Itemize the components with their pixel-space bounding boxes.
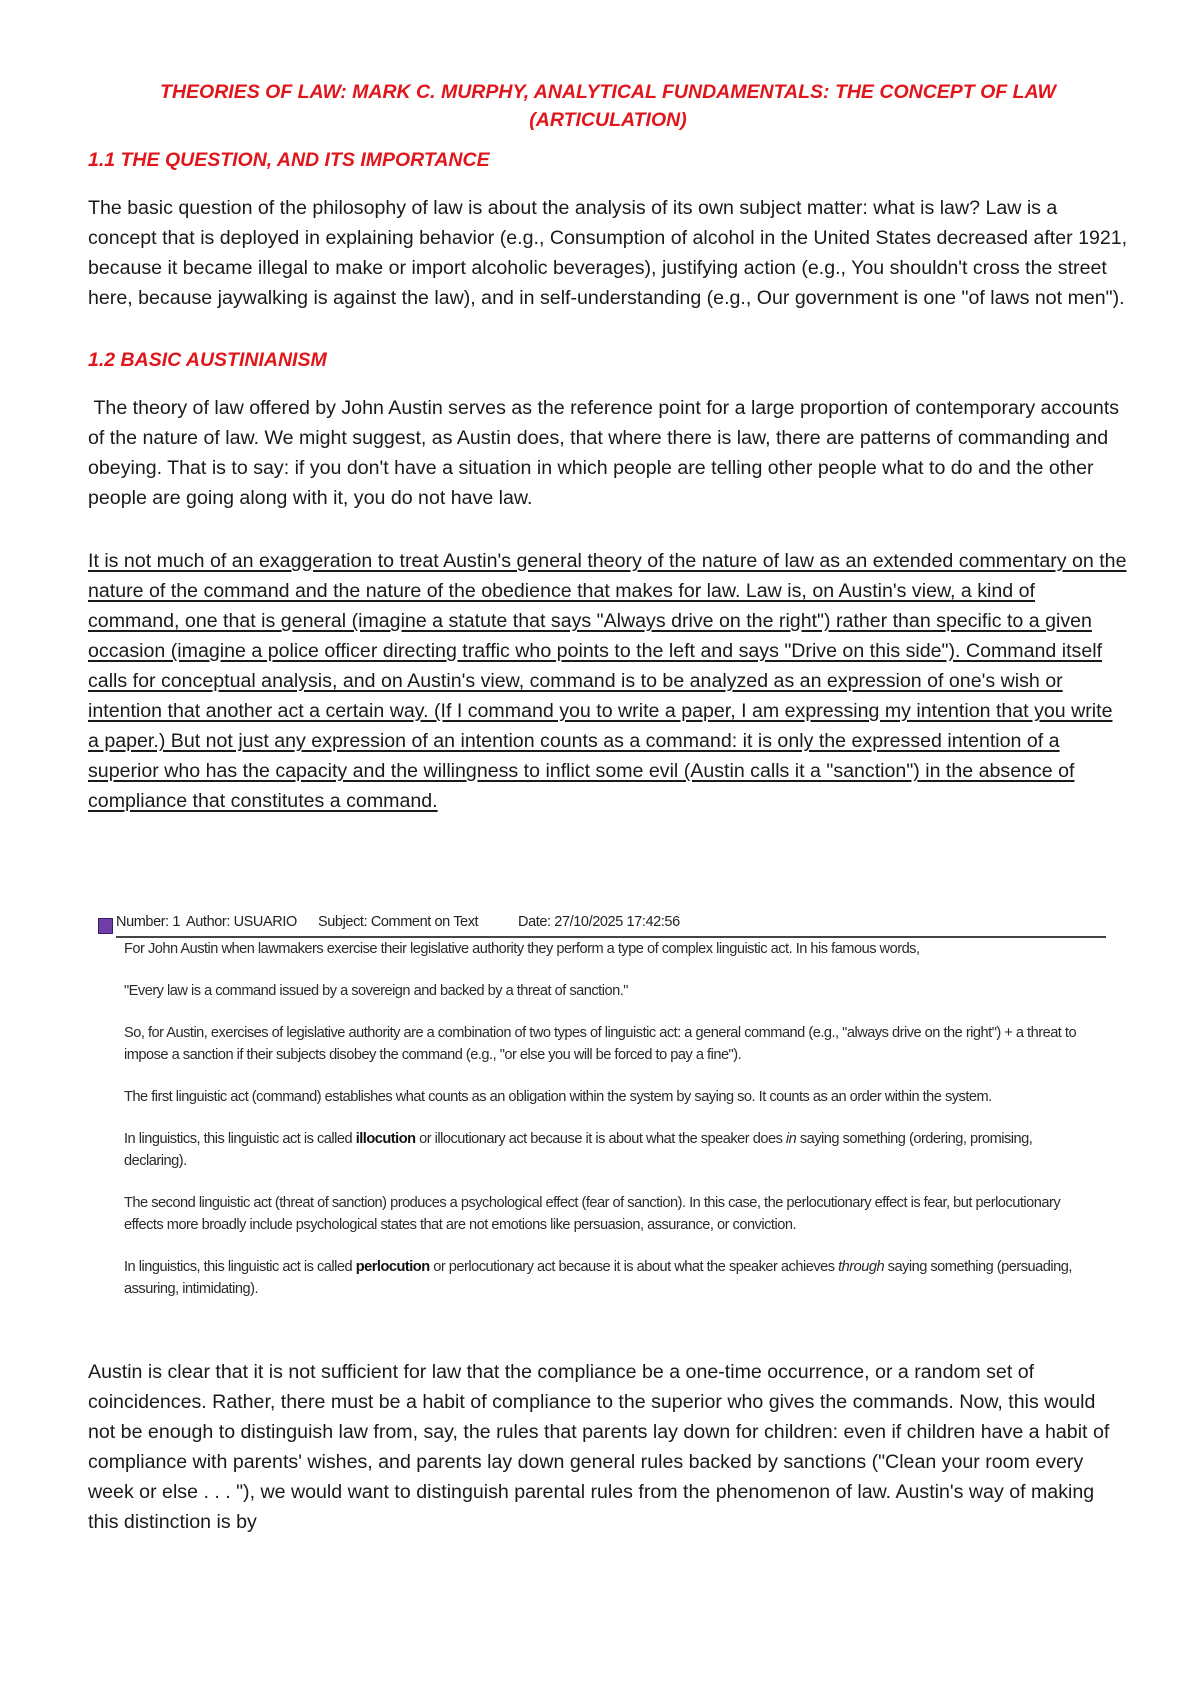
title-line-2: (ARTICULATION): [529, 109, 687, 131]
comment-date: Date: 27/10/2025 17:42:56: [518, 914, 680, 930]
title-line-1: THEORIES OF LAW: MARK C. MURPHY, ANALYTICAL FUNDAMENTALS: THE CONCEPT OF LAW: [160, 81, 1056, 103]
comment-text: or perlocutionary act because it is about what the speaker achieves: [429, 1259, 839, 1275]
comment-line: effects more broadly include psychological states that are not emotions like persuasion, assurance, or conviction.: [124, 1217, 796, 1233]
comment-emphasis: in: [785, 1131, 797, 1147]
section-heading-1-2: 1.2 BASIC AUSTINIANISM: [88, 349, 327, 371]
comment-text: saying something (persuading,: [884, 1259, 1072, 1275]
comment-subject: Subject: Comment on Text: [318, 914, 479, 930]
comment-line: declaring).: [124, 1153, 187, 1169]
comment-line: For John Austin when lawmakers exercise their legislative authority they perform a type of complex linguistic act. In his famous words,: [124, 941, 920, 957]
comment-author: Author: USUARIO: [186, 914, 297, 930]
comment-line: The second linguistic act (threat of sanction) produces a psychological effect (fear of sanction). In this case, the perlocutionary effect is fear, but perlocutionary: [124, 1195, 1061, 1211]
comment-text: In linguistics, this linguistic act is called: [124, 1259, 356, 1275]
annotation-comment: [98, 910, 1098, 1310]
comment-line-perlocution: [124, 1256, 1072, 1278]
comment-text: saying something (ordering, promising,: [796, 1131, 1033, 1147]
comment-term-illocution: illocution: [355, 1131, 416, 1147]
comment-line: assuring, intimidating).: [124, 1281, 259, 1297]
paragraph-command-underlined: It is not much of an exaggeration to treat Austin's general theory of the nature of law as an extended commentary on the nature of the command and the nature of the obedience that makes for law. Law is, on Austin's view, a kind of command, one that is general (imagine a statute that says "Always drive on the right") rather than specific to a given occasion (imagine a police officer directing traffic who points to the left and says "Drive on this side"). Command itself calls for conceptual analysis, and on Austin's view, command is to be analyzed as an expression of one's wish or intention that another act a certain way. (If I command you to write a paper, I am expressing my intention that you write a paper.) But not just any expression of an intention counts as a command: it is only the expressed intention of a superior who has the capacity and the willingness to inflict some evil (Austin calls it a "sanction") in the absence of compliance that constitutes a command.: [88, 550, 1127, 812]
comment-line: The first linguistic act (command) establishes what counts as an obligation within the system by saying so. It counts as an order within the system.: [124, 1089, 992, 1105]
document-title: [88, 78, 1128, 134]
comment-line: impose a sanction if their subjects disobey the command (e.g., "or else you will be forced to pay a fine").: [124, 1047, 742, 1063]
paragraph-habit-of-compliance: Austin is clear that it is not sufficient for law that the compliance be a one-time occurrence, or a random set of coincidences. Rather, there must be a habit of compliance to the superior who gives the commands. Now, this would not be enough to distinguish law from, say, the rules that parents lay down for children: even if children have a habit of compliance with parents' wishes, and parents lay down general rules backed by sanctions ("Clean your room every week or else . . . "), we would want to distinguish parental rules from the phenomenon of law. Austin's way of making this distinction is by: [88, 1361, 1110, 1533]
section-heading-1-1: 1.1 THE QUESTION, AND ITS IMPORTANCE: [88, 149, 490, 171]
comment-line-illocution: [124, 1128, 1032, 1150]
comment-number: Number: 1: [116, 914, 181, 930]
paragraph-austin-intro: The theory of law offered by John Austin serves as the reference point for a large proportion of contemporary accounts of the nature of law. We might suggest, as Austin does, that where there is law, there are patterns of commanding and obeying. That is to say: if you don't have a situation in which people are telling other people what to do and the other people are going along with it, you do not have law.: [88, 397, 1125, 509]
comment-line: So, for Austin, exercises of legislative authority are a combination of two types of linguistic act: a general command (e.g., "always drive on the right") + a threat to: [124, 1025, 1077, 1041]
comment-text: or illocutionary act because it is about what the speaker does: [415, 1131, 786, 1147]
comment-note-icon: [98, 918, 113, 934]
paragraph-question: The basic question of the philosophy of law is about the analysis of its own subject matter: what is law? Law is a concept that is deployed in explaining behavior (e.g., Consumption of alcohol in the United States decreased after 1921, because it became illegal to make or import alcoholic beverages), justifying action (e.g., You shouldn't cross the street here, because jaywalking is against the law), and in self-understanding (e.g., Our government is one "of laws not men").: [88, 197, 1128, 309]
comment-text: In linguistics, this linguistic act is called: [124, 1131, 356, 1147]
comment-header: [98, 910, 1098, 938]
comment-emphasis: through: [838, 1259, 885, 1275]
comment-term-perlocution: perlocution: [355, 1259, 430, 1275]
comment-quote: "Every law is a command issued by a sovereign and backed by a threat of sanction.": [124, 983, 628, 999]
